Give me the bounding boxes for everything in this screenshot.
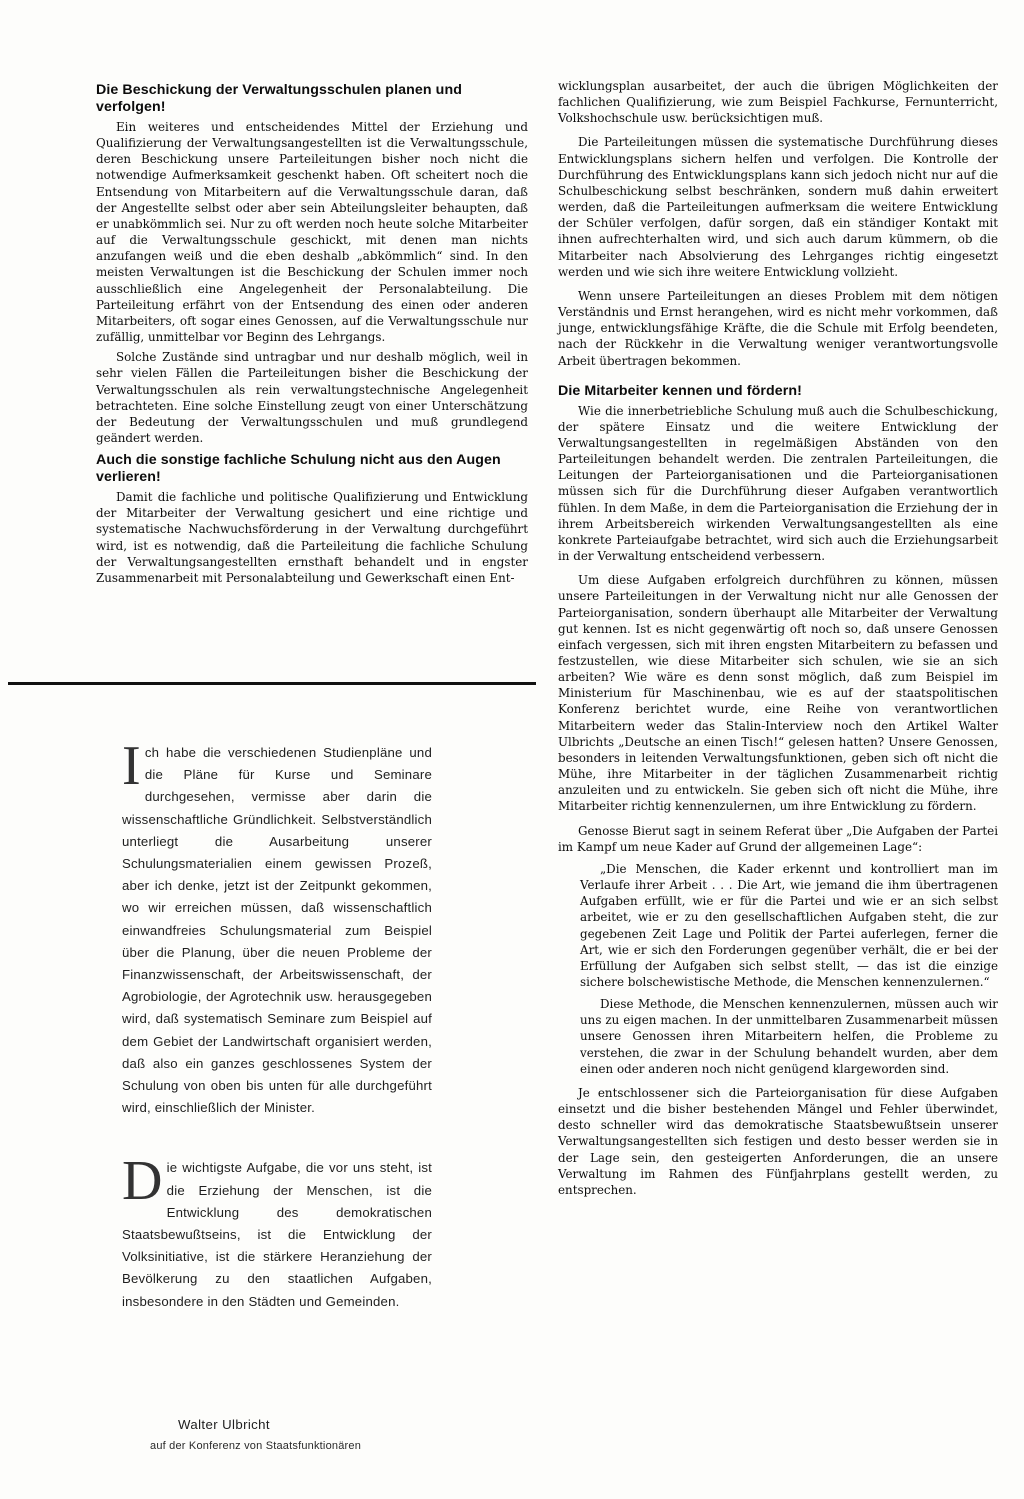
paragraph: Wenn unsere Parteileitungen an dieses Problem mit dem nötigen Verständnis und Ernst herangehen, wird es nicht mehr vorkommen, daß junge, entwicklungsfähige Kräfte, die die Schule mit Erfolg beendeten, nach der Rückkehr in die Verwaltung weniger verantwortungsvolle Arbeit übertragen bekommen. <box>558 288 998 368</box>
paragraph: Diese Methode, die Menschen kennenzulernen, müssen auch wir uns zu eigen machen. In der unmittelbaren Zusammenarbeit müssen unsere Genossen ihren Mitarbeitern helfen, die Probleme zu verstehen, die zwar in der Schulung behandelt wurden, aber dem einen oder anderen noch nicht genügend klargeworden sind. <box>580 997 998 1076</box>
section-heading-verwaltungsschulen: Die Beschickung der Verwaltungsschulen planen und verfolgen! <box>96 82 462 115</box>
paragraph: Wie die innerbetriebliche Schulung muß auch die Schulbeschickung, der spätere Einsatz und die weitere Entwicklung der Verwaltungsangestellten in regelmäßigen Abständen von den Parteileitungen behandelt werden. Die zentralen Parteileitungen, die Leitungen der Parteiorganisationen und die Parteiorganisationen müssen sich für die Durchführung dieser Aufgaben verantwortlich fühlen. In dem Maße, in dem die Parteiorganisation die Erziehung der in ihrem Arbeitsbereich wirkenden Verwaltungsangestellten als eine konkrete Parteiaufgabe betrachtet, wird sich auch die Erziehungsarbeit in der Verwaltung entscheidend verbessern. <box>558 403 998 564</box>
paragraph: Je entschlossener sich die Parteiorganisation für diese Aufgaben einsetzt und die bisher bestehenden Mängel und Fehler überwindet, desto schneller wird das demokratische Staatsbewußtsein unserer Verwaltungsangestellten sich festigen und desto besser werden sie in der Lage sein, den gesteigerten Anforderungen, die an unsere Verwaltung im Rahmen des Fünfjahrplans gestellt werden, zu entsprechen. <box>558 1085 998 1197</box>
right-column <box>558 78 998 1202</box>
paragraph: Die Parteileitungen müssen die systematische Durchführung dieses Entwicklungsplans sichern helfen und verfolgen. Die Kontrolle der Durchführung des Entwicklungsplans kann sich jedoch nicht nur auf die Schulbeschickung selbst beschränken, sondern muß dahin erweitert werden, daß die Parteileitungen aufmerksam die weitere Entwicklung der Schüler verfolgen, dafür sorgen, daß ein ständiger Kontakt mit ihnen aufrechterhalten wird, und sich auch darum kümmern, ob die Mitarbeiter nach Absolvierung des Lehrganges richtig eingesetzt werden und wie sich ihre weitere Entwicklung vollzieht. <box>558 135 998 279</box>
paragraph: Ein weiteres und entscheidendes Mittel der Erziehung und Qualifizierung der Verwaltungsangestellten ist die Verwaltungsschule, deren Beschickung unsere Parteileitungen bisher noch nicht die notwendige Aufmerksamkeit geschenkt haben. Oft scheitert noch die Entsendung von Mitarbeitern auf die Verwaltungsschule daran, daß der Angestellte selbst oder aber sein Abteilungsleiter behaupten, daß er unabkömmlich sei. Nur zu oft werden noch heute solche Mitarbeiter auf die Verwaltungsschule geschickt, mit denen man nichts anzufangen weiß und die eben deshalb „abkömmlich“ sind. In den meisten Verwaltungen ist die Beschickung der Schulen immer noch ausschließlich eine Angelegenheit der Personalabteilung. Die Parteileitung erfährt von der Entsendung des einen oder anderen Mitarbeiters, oft sogar eines Genossen, auf die Verwaltungsschule nur zufällig, unmittelbar vor Beginn des Lehrgangs. <box>96 120 528 345</box>
bierut-quote: „Die Menschen, die Kader erkennt und kontrolliert man im Verlaufe ihrer Arbeit . . . Die Art, wie jemand die ihm übertragenen Aufgaben erfüllt, wie er für die Partei und wie er an sich selbst arbeitet, wie er zu den gesellschaftlichen Aufgaben steht, die zur gegebenen Zeit Lage und Politik der Partei auferlegen, ferner die Art, wie er sich den Forderungen gegenüber verhält, die er bei der Erfüllung der Aufgaben sich selbst stellt, — das ist die einzige sichere bolschewistische Methode, die Menschen kennenzulernen.“ <box>580 861 998 989</box>
paragraph: Damit die fachliche und politische Qualifizierung und Entwicklung der Mitarbeiter der Verwaltung gesichert und eine richtige und systematische Nachwuchsförderung in der Verwaltung durchgeführt wird, ist es notwendig, daß die Parteileitung die fachliche Schulung der Verwaltungsangestellten ernsthaft behandelt und in engster Zusammenarbeit mit Personalabteilung und Gewerkschaft einen Ent- <box>96 490 528 585</box>
quote-paragraph-2 <box>122 1150 432 1312</box>
quote-text: ch habe die verschiedenen Studienpläne und die Pläne für Kurse und Seminare durchgesehen, vermisse aber darin die wissenschaftliche Gründlichkeit. Selbstverständlich unterliegt die Ausarbeitung unserer Schulungsmaterialien einem gewissen Prozeß, aber ich denke, jetzt ist der Zeitpunkt gekommen, wo wir erreichen müssen, daß wissenschaftlich einwandfreies Schulungsmaterial zum Beispiel über die Planung, über die neuen Probleme der Finanzwissenschaft, der Arbeitswissenschaft, der Agrobiologie, der Agrotechnik usw. herausgegeben wird, daß systematisch Seminare zum Beispiel auf dem Gebiet der Landwirtschaft organisiert werden, daß also ein ganzes geschlossenes System der Schulung von oben bis unten für alle durchgeführt wird, einschließlich der Minister. <box>122 745 432 1116</box>
horizontal-divider <box>8 682 536 685</box>
paragraph: Um diese Aufgaben erfolgreich durchführen zu können, müssen unsere Parteileitungen in der Verwaltung nicht nur alle Genossen der Parteiorganisation, sondern überhaupt alle Mitarbeiter der Verwaltung gut kennen. Ist es nicht gegenwärtig oft noch so, daß unsere Genossen einfach vergessen, sich mit ihren engsten Mitarbeitern zu befassen und festzustellen, wie diese Mitarbeiter sich schulen, wie sie an sich arbeiten? Wie wäre es denn sonst möglich, daß zum Beispiel im Ministerium für Maschinenbau, wie es auf der staatspolitischen Konferenz berichtet wurde, eine Reihe von verantwortlichen Mitarbeitern weder das Stalin-Interview noch den Artikel Walter Ulbrichts „Deutsche an einen Tisch!“ gelesen hatten? Unsere Genossen, besonders in leitenden Verwaltungsfunktionen, geben sich oft nicht die Mühe, ihre Mitarbeiter in der täglichen Zusammenarbeit richtig anzuleiten und zu entwickeln. Sie geben sich oft nicht die Mühe, ihre Mitarbeiter richtig kennenzulernen, um ihre Entwicklung zu fördern. <box>558 573 998 814</box>
drop-cap: I <box>122 735 141 797</box>
quote-paragraph-1 <box>122 735 432 1119</box>
quote-author: Walter Ulbricht <box>178 1417 270 1432</box>
paragraph: Solche Zustände sind untragbar und nur deshalb möglich, weil in sehr vielen Fällen die Parteileitungen bisher die Beschickung der Verwaltungsschulen als rein verwaltungstechnische Angelegenheit betrachteten. Eine solche Einstellung zeugt von einer Unterschätzung der Bedeutung der Verwaltungsschulen und muß grundlegend geändert werden. <box>96 350 528 445</box>
paragraph: wicklungsplan ausarbeitet, der auch die übrigen Möglichkeiten der fachlichen Qualifizierung, wie zum Beispiel Fachkurse, Fernunterricht, Volkshochschule usw. berücksichtigen muß. <box>558 79 998 126</box>
drop-cap: D <box>122 1150 163 1213</box>
quote-source: auf der Konferenz von Staatsfunktionären <box>150 1440 362 1452</box>
section-heading-fachliche-schulung: Auch die sonstige fachliche Schulung nicht aus den Augen verlieren! <box>96 452 501 486</box>
left-column <box>96 82 528 590</box>
paragraph: Genosse Bierut sagt in seinem Referat über „Die Aufgaben der Partei im Kampf um neue Kader auf Grund der allgemeinen Lage“: <box>558 823 998 854</box>
quote-text: ie wichtigste Aufgabe, die vor uns steht, ist die Erziehung der Menschen, ist die Entwicklung des demokratischen Staatsbewußtseins, ist die Entwicklung der Volksinitiative, ist die stärkere Heranziehung der Bevölkerung zu den staatlichen Aufgaben, insbesondere in den Städten und Gemeinden. <box>122 1160 432 1309</box>
section-heading-mitarbeiter: Die Mitarbeiter kennen und fördern! <box>558 382 802 399</box>
ulbricht-quote-box <box>122 735 432 1313</box>
